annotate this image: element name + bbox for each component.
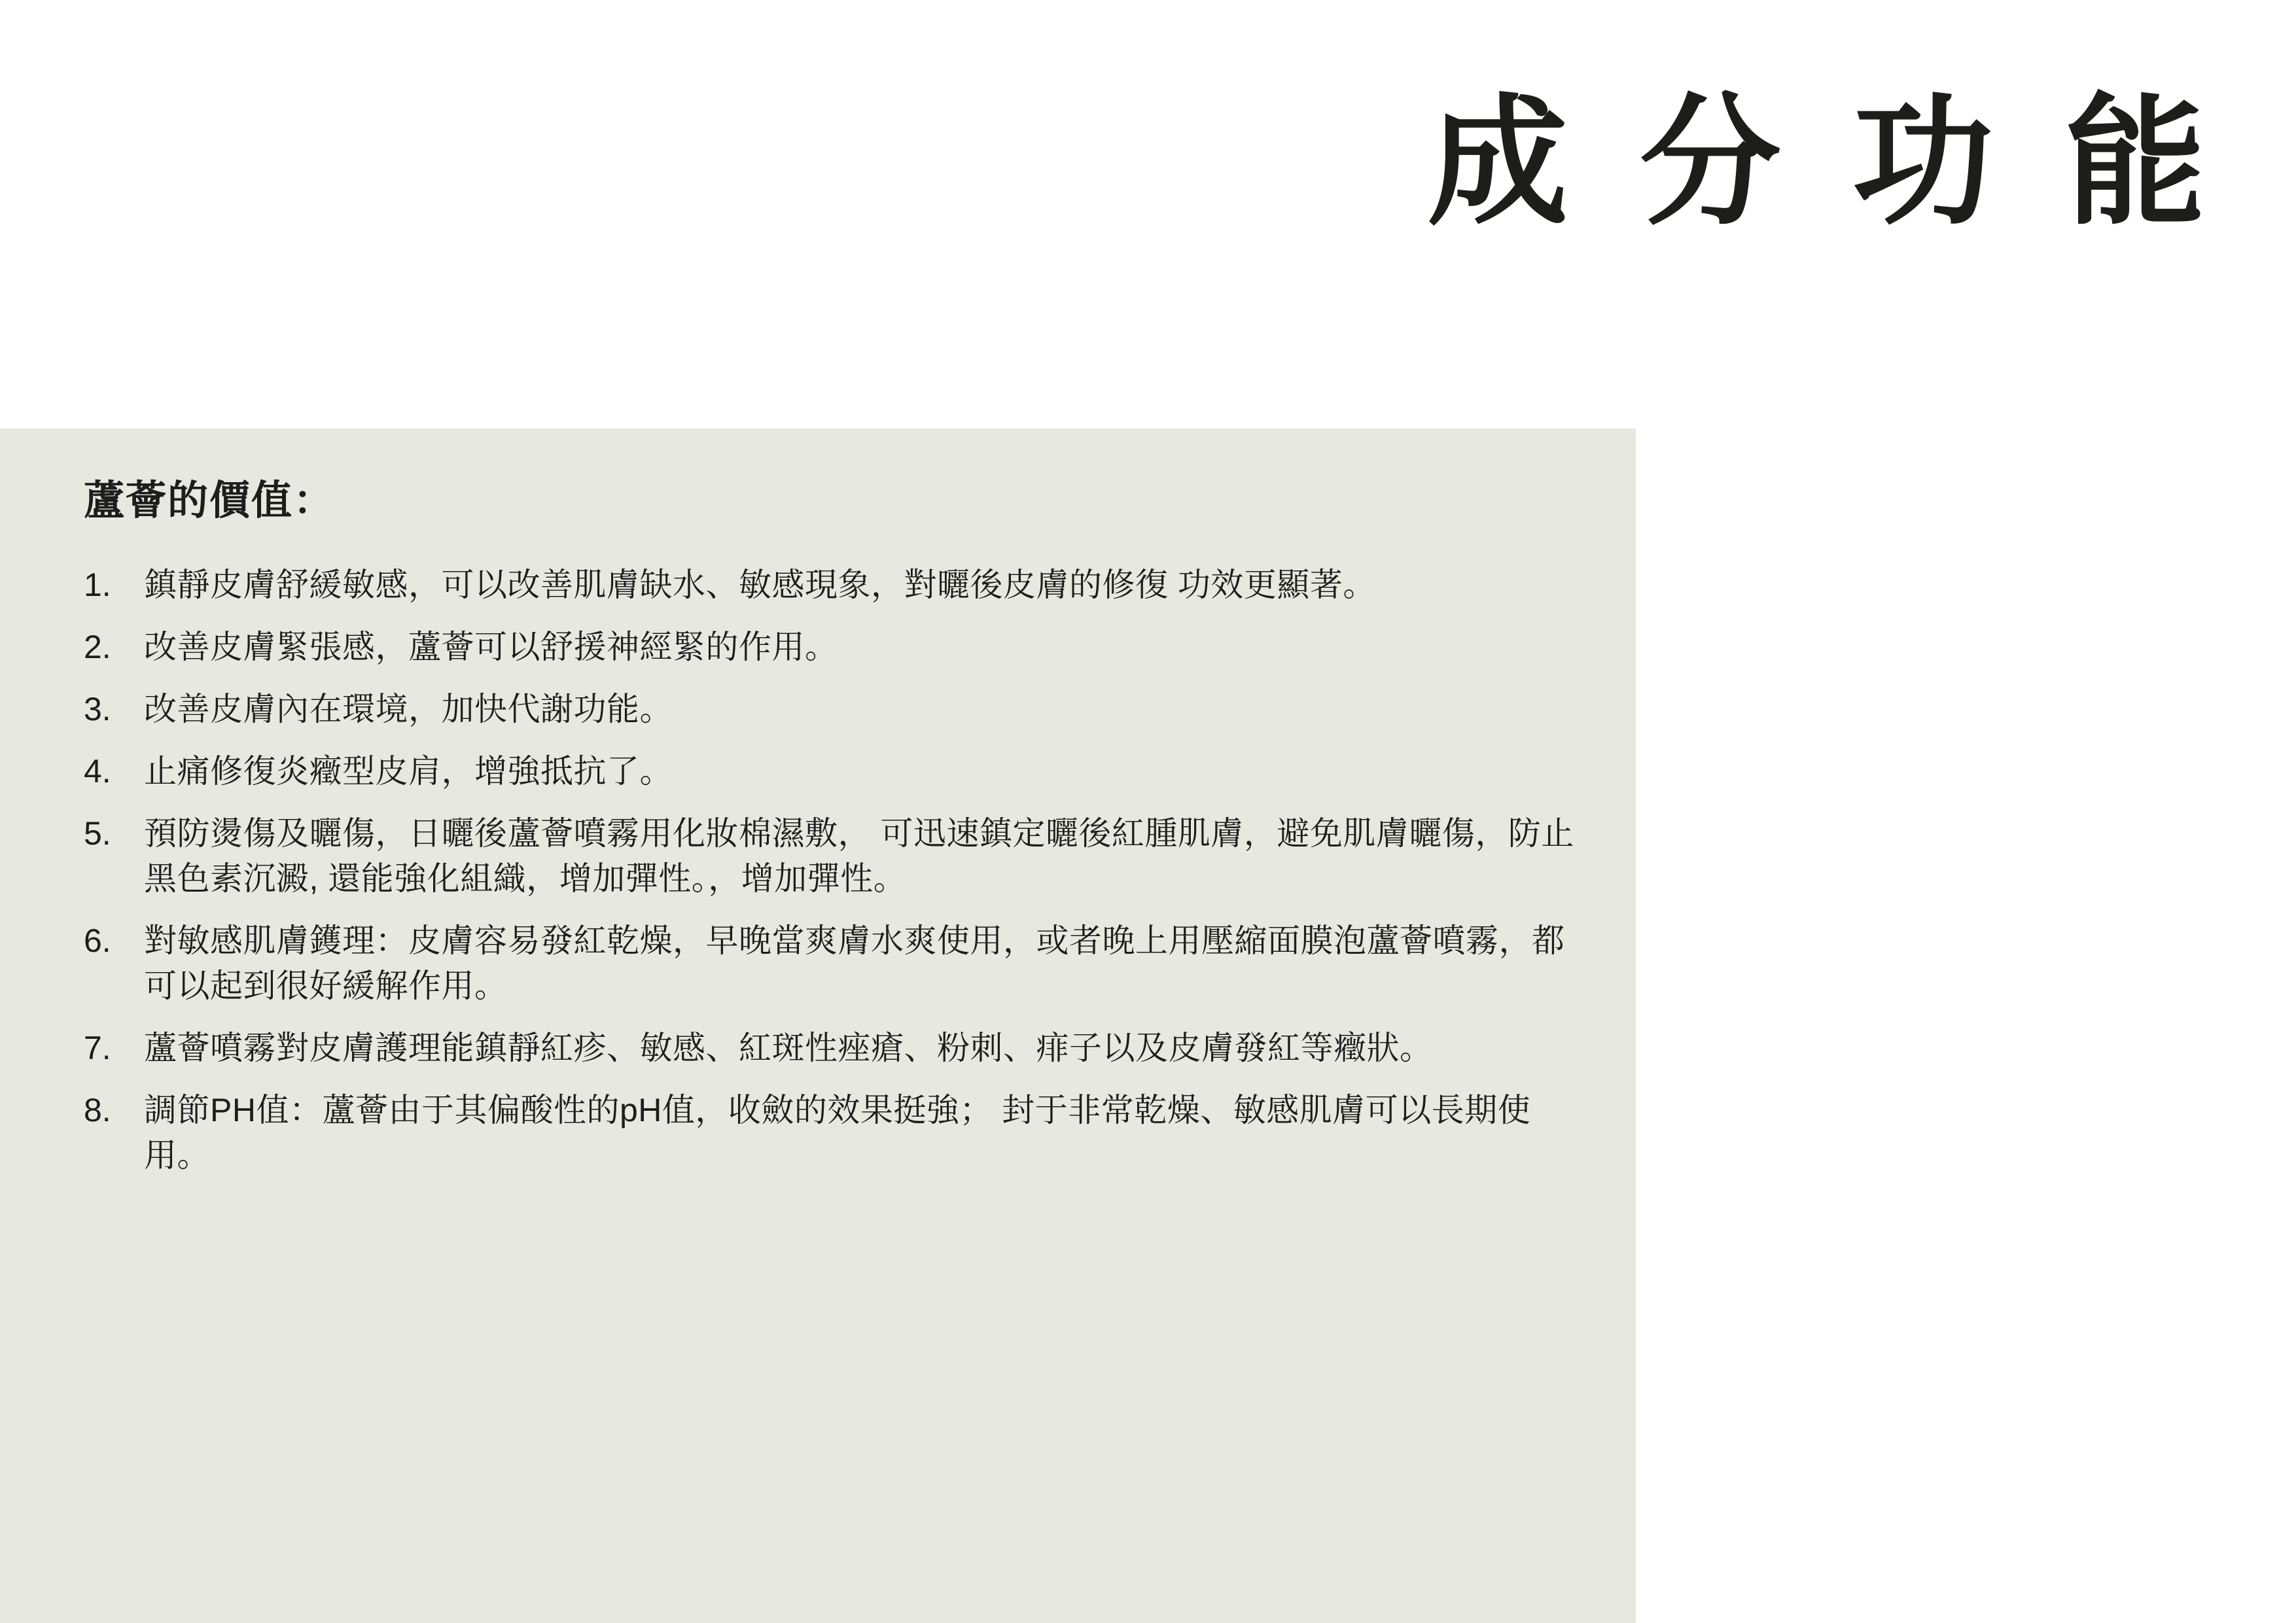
list-item-text: 預防燙傷及曬傷，日曬後蘆薈噴霧用化妝棉濕敷， 可迅速鎮定曬後紅腫肌膚，避免肌膚曬傷，防止黑色素沉澱, 還能強化組織，增加彈性。，增加彈性。 <box>144 815 1574 897</box>
list-item-number: 6. <box>84 922 111 959</box>
value-list <box>84 563 1589 1195</box>
panel-heading: 蘆薈的價值： <box>84 479 336 523</box>
list-item-number: 8. <box>84 1092 111 1128</box>
list-item <box>84 563 1589 608</box>
list-item-text: 對敏感肌膚鑊理：皮膚容易發紅乾燥，早晚當爽膚水爽使用，或者晚上用壓縮面膜泡蘆薈噴霧，都可以起到很好緩解作用。 <box>144 922 1565 1004</box>
list-item <box>84 625 1589 670</box>
list-item-number: 5. <box>84 815 111 852</box>
list-item-number: 7. <box>84 1030 111 1066</box>
list-item <box>84 687 1589 732</box>
list-item-text: 鎮靜皮膚舒緩敏感，可以改善肌膚缺水、敏感現象，對曬後皮膚的修復 功效更顯著。 <box>144 567 1376 603</box>
list-item <box>84 1026 1589 1071</box>
list-item <box>84 918 1589 1009</box>
list-item <box>84 811 1589 901</box>
list-item-number: 2. <box>84 629 111 665</box>
list-item-text: 改善皮膚內在環境，加快代謝功能。 <box>144 691 673 727</box>
list-item <box>84 1088 1589 1178</box>
content-panel <box>0 428 1636 1623</box>
list-item-number: 3. <box>84 691 111 727</box>
list-item-text: 調節PH值：蘆薈由于其偏酸性的pH值，收斂的效果挺強； 封于非常乾燥、敏感肌膚可以長期使用。 <box>144 1092 1531 1174</box>
list-item-number: 4. <box>84 753 111 790</box>
title-area <box>0 0 2296 419</box>
list-item-text: 蘆薈噴霧對皮膚護理能鎮靜紅疹、敏感、紅斑性痤瘡、粉刺、痱子以及皮膚發紅等癥狀。 <box>144 1030 1433 1066</box>
list-item-text: 改善皮膚緊張感，蘆薈可以舒援神經緊的作用。 <box>144 629 838 665</box>
list-item-text: 止痛修復炎癥型皮肩，增強抵抗了。 <box>144 753 673 790</box>
list-item-number: 1. <box>84 567 111 603</box>
list-item <box>84 749 1589 794</box>
page-title: 成 分 功 能 <box>1427 85 2224 242</box>
